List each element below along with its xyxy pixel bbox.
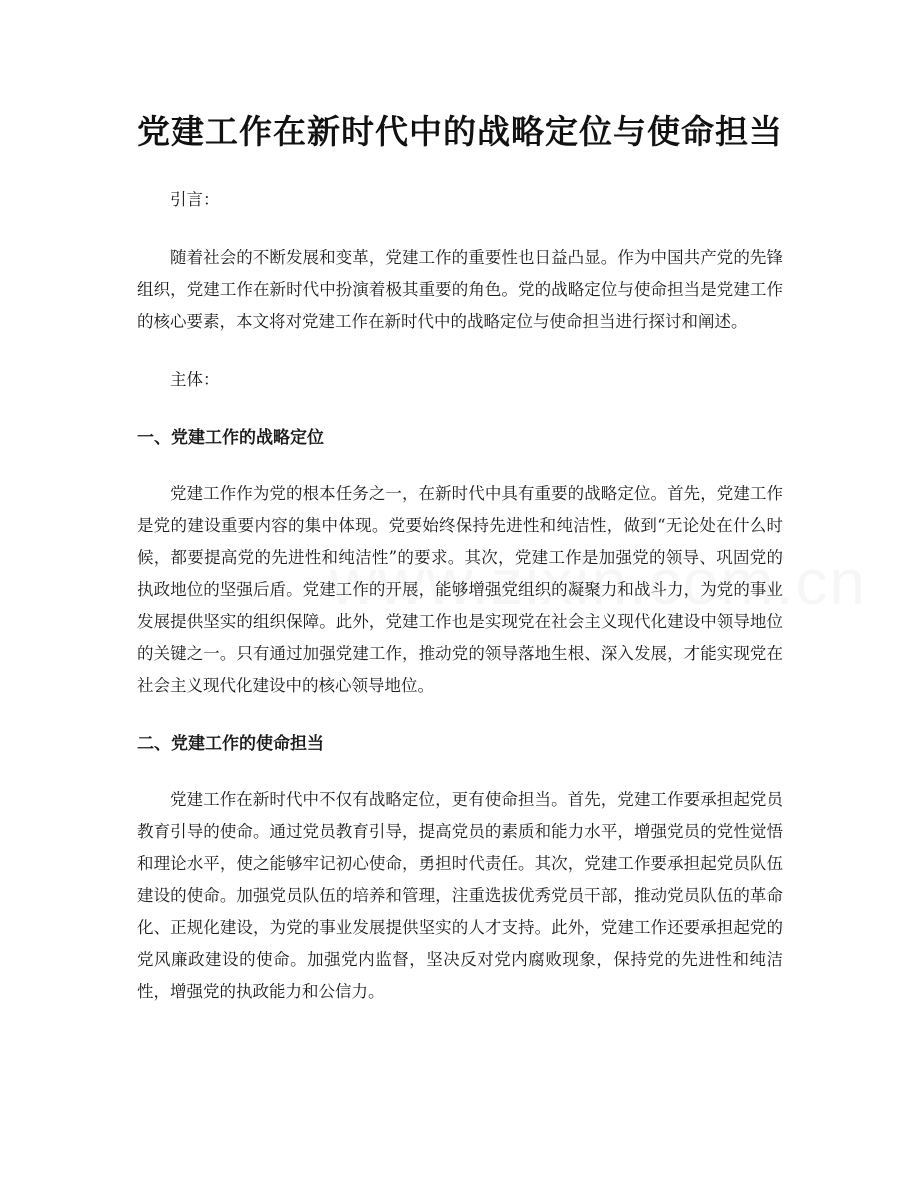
section-heading-mission: 二、党建工作的使命担当 bbox=[137, 734, 324, 754]
intro-paragraph: 随着社会的不断发展和变革，党建工作的重要性也日益凸显。作为中国共产党的先锋组织，党建工作在新时代中扮演着极其重要的角色。党的战略定位与使命担当是党建工作的核心要素，本文将对党建工作在新时代中的战略定位与使命担当进行探讨和阐述。 bbox=[137, 248, 783, 331]
section-paragraph-strategic-positioning: 党建工作作为党的根本任务之一，在新时代中具有重要的战略定位。首先，党建工作是党的建设重要内容的集中体现。党要始终保持先进性和纯洁性，做到“无论处在什么时候，都要提高党的先进性和纯洁性”的要求。其次，党建工作是加强党的领导、巩固党的执政地位的坚强后盾。党建工作的开展，能够增强党组织的凝聚力和战斗力，为党的事业发展提供坚实的组织保障。此外，党建工作也是实现党在社会主义现代化建设中领导地位的关键之一。只有通过加强党建工作，推动党的领导落地生根、深入发展，才能实现党在社会主义现代化建设中的核心领导地位。 bbox=[137, 484, 783, 695]
document-body bbox=[137, 184, 783, 1034]
document-title: 党建工作在新时代中的战略定位与使命担当 bbox=[137, 112, 783, 151]
section-heading-strategic-positioning: 一、党建工作的战略定位 bbox=[137, 428, 324, 448]
body-label: 主体： bbox=[170, 370, 220, 389]
section-paragraph-mission: 党建工作在新时代中不仅有战略定位，更有使命担当。首先，党建工作要承担起党员教育引导的使命。通过党员教育引导，提高党员的素质和能力水平，增强党员的党性觉悟和理论水平，使之能够牢记初心使命，勇担时代责任。其次，党建工作要承担起党员队伍建设的使命。加强党员队伍的培养和管理，注重选拔优秀党员干部，推动党员队伍的革命化、正规化建设，为党的事业发展提供坚实的人才支持。此外，党建工作还要承担起党的党风廉政建设的使命。加强党内监督，坚决反对党内腐败现象，保持党的先进性和纯洁性，增强党的执政能力和公信力。 bbox=[137, 790, 783, 1001]
intro-label: 引言： bbox=[170, 190, 220, 209]
